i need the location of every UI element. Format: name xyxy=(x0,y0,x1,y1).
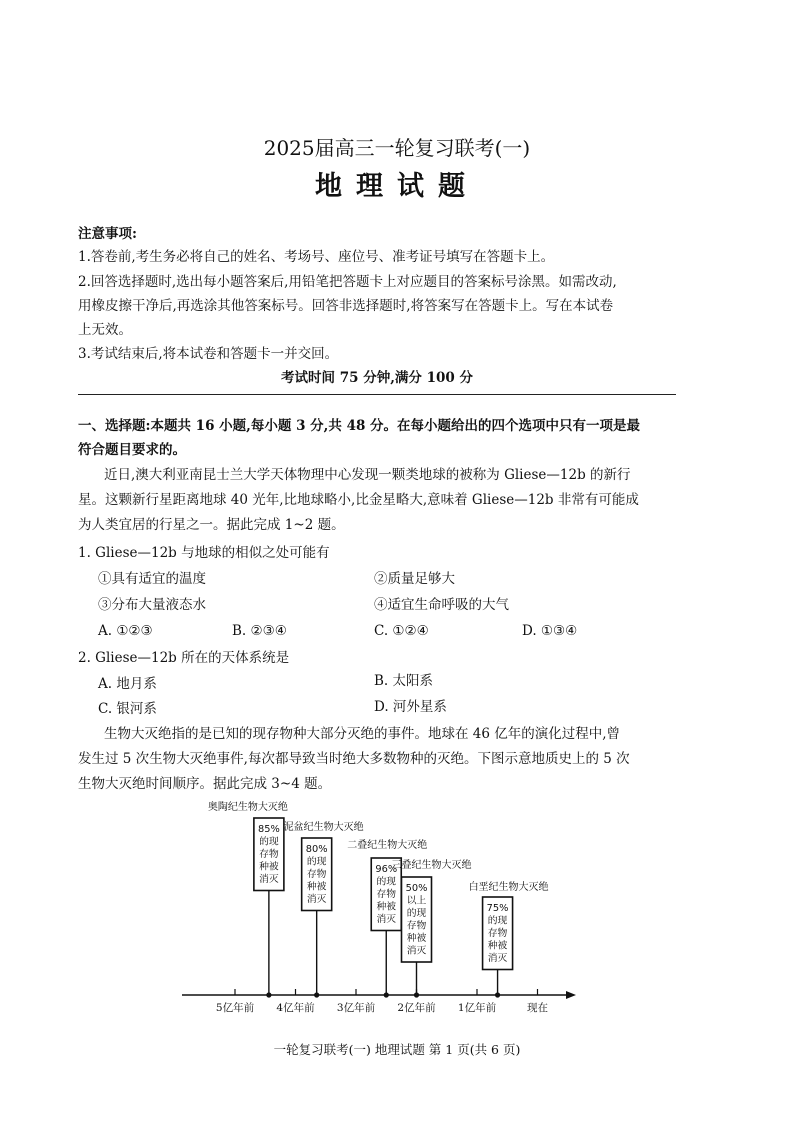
option-a: A. ①②③ xyxy=(98,623,153,639)
axis-tick-label: 4亿年前 xyxy=(276,1002,315,1014)
event-point xyxy=(266,992,271,997)
option-b: B. 太阳系 xyxy=(374,673,434,689)
event-box-text: 消灭 xyxy=(487,953,508,964)
passage-line: 发生过 5 次生物大灭绝事件,每次都导致当时绝大多数物种的灭绝。下图示意地质史上的 5 次 xyxy=(78,751,630,767)
option-d: D. ①③④ xyxy=(522,623,578,639)
event-box-text: 的现 xyxy=(259,836,279,848)
event-box-text: 的现 xyxy=(406,908,427,919)
event-point xyxy=(314,992,319,997)
event-label: 白垩纪生物大灭绝 xyxy=(468,882,549,893)
event-box-text: 存物 xyxy=(259,849,279,860)
axis-arrow xyxy=(566,991,576,999)
event-point xyxy=(495,992,500,997)
passage-line: 生物大灭绝时间顺序。据此完成 3~4 题。 xyxy=(78,776,332,792)
axis-tick-label: 3亿年前 xyxy=(336,1002,376,1014)
passage-line: 近日,澳大利亚南昆士兰大学天体物理中心发现一颗类地球的被称为 Gliese—12b 的新行 xyxy=(104,467,631,483)
option-c: C. 银河系 xyxy=(98,701,157,717)
event-box-text: 存物 xyxy=(406,920,427,932)
option-b: B. ②③④ xyxy=(232,623,287,639)
event-label: 二叠纪生物大灭绝 xyxy=(347,840,428,851)
axis-tick-label: 5亿年前 xyxy=(215,1002,255,1014)
passage-line: 生物大灭绝指的是已知的现存物种大部分灭绝的事件。地球在 46 亿年的演化过程中,曾 xyxy=(104,726,621,742)
option-c: C. ①②④ xyxy=(374,623,429,639)
question-stem: 2. Gliese—12b 所在的天体系统是 xyxy=(78,650,290,666)
event-box-text: 种被 xyxy=(306,881,327,893)
event-box-text: 85% xyxy=(257,824,280,835)
question-item: ③分布大量液态水 xyxy=(98,597,206,613)
event-point xyxy=(384,992,389,997)
event-box-text: 75% xyxy=(486,903,509,914)
subject-title: 地理试题 xyxy=(315,171,479,202)
option-a: A. 地月系 xyxy=(98,676,157,692)
notice-item: 上无效。 xyxy=(78,322,132,338)
event-box-text: 以上 xyxy=(406,895,427,907)
event-box-text: 消灭 xyxy=(376,914,397,925)
page-footer: 一轮复习联考(一) 地理试题 第 1 页(共 6 页) xyxy=(273,1042,521,1057)
event-box-text: 消灭 xyxy=(259,874,279,885)
notice-item: 用橡皮擦干净后,再选涂其他答案标号。回答非选择题时,将答案写在答题卡上。写在本试卷 xyxy=(78,298,614,314)
event-box-text: 种被 xyxy=(487,940,508,952)
event-box-text: 消灭 xyxy=(306,894,327,905)
axis-tick-label: 2亿年前 xyxy=(397,1002,436,1014)
section-heading: 一、选择题:本题共 16 小题,每小题 3 分,共 48 分。在每小题给出的四个选项中只有一项是最 xyxy=(78,418,641,434)
event-label: 泥盆纪生物大灭绝 xyxy=(283,822,364,833)
event-box-text: 的现 xyxy=(487,915,508,927)
event-box-text: 50% xyxy=(405,883,428,894)
option-d: D. 河外星系 xyxy=(374,699,447,715)
event-box-text: 种被 xyxy=(259,861,279,873)
notice-item: 1.答卷前,考生务必将自己的姓名、考场号、座位号、准考证号填写在答题卡上。 xyxy=(78,249,555,265)
notice-item: 3.考试结束后,将本试卷和答题卡一并交回。 xyxy=(78,346,339,362)
question-stem: 1. Gliese—12b 与地球的相似之处可能有 xyxy=(78,545,330,561)
event-box-text: 的现 xyxy=(306,856,327,868)
event-box-text: 消灭 xyxy=(406,945,427,957)
section-heading: 符合题目要求的。 xyxy=(78,442,186,458)
event-box-text: 存物 xyxy=(376,889,397,900)
notice-item: 2.回答选择题时,选出每小题答案后,用铅笔把答题卡上对应题目的答案标号涂黑。如需改动, xyxy=(78,274,617,290)
event-box-text: 80% xyxy=(305,844,328,855)
event-box-text: 种被 xyxy=(406,933,427,944)
event-box-text: 96% xyxy=(375,864,398,875)
question-item: ④适宜生命呼吸的大气 xyxy=(374,597,509,613)
passage-line: 为人类宜居的行星之一。据此完成 1~2 题。 xyxy=(78,517,345,533)
event-box-text: 存物 xyxy=(306,869,327,880)
event-point xyxy=(414,992,419,997)
axis-tick-label: 1亿年前 xyxy=(457,1002,497,1014)
time-info: 考试时间 75 分钟,满分 100 分 xyxy=(281,370,473,386)
event-box-text: 种被 xyxy=(376,901,397,913)
question-item: ②质量足够大 xyxy=(374,571,455,587)
event-label: 奥陶纪生物大灭绝 xyxy=(207,802,288,813)
question-item: ①具有适宜的温度 xyxy=(98,571,206,587)
event-box-text: 的现 xyxy=(376,876,397,888)
event-label: 三叠纪生物大灭绝 xyxy=(391,860,472,871)
event-box-text: 存物 xyxy=(487,928,508,939)
exam-title: 2025届高三一轮复习联考(一) xyxy=(263,136,531,160)
passage-line: 星。这颗新行星距离地球 40 光年,比地球略小,比金星略大,意味着 Gliese—12b 非常有可能成 xyxy=(78,492,639,508)
axis-tick-label: 现在 xyxy=(527,1002,548,1014)
notice-heading: 注意事项: xyxy=(78,226,137,242)
